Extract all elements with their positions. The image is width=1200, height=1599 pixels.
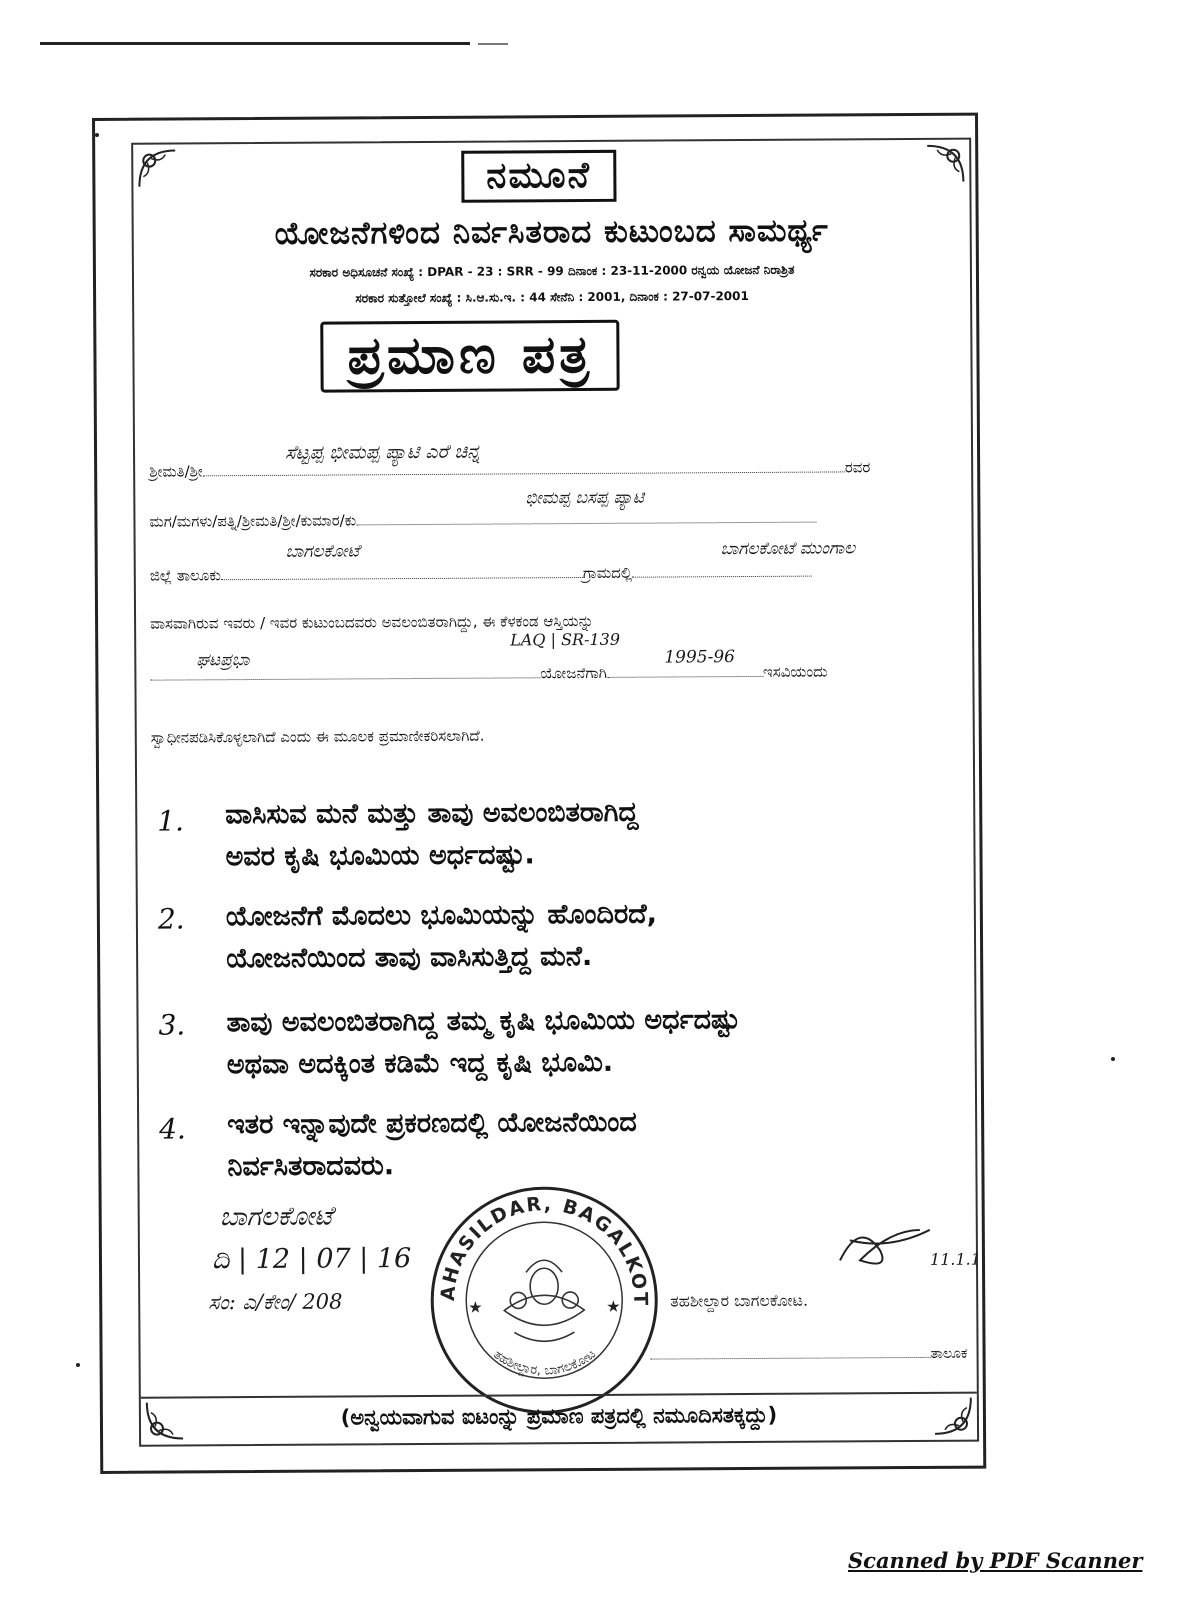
seal-graphic bbox=[426, 1182, 663, 1419]
svg-text:★: ★ bbox=[606, 1296, 621, 1316]
option-2-line-2: ಯೋಜನೆಯಿಂದ ತಾವು ವಾಸಿಸುತ್ತಿದ್ದ ಮನೆ. bbox=[226, 940, 593, 975]
field-relation-blank bbox=[356, 522, 816, 526]
option-1-line-1: ವಾಸಿಸುವ ಮನೆ ಮತ್ತು ತಾವು ಅವಲಂಬಿತರಾಗಿದ್ದ bbox=[225, 796, 639, 831]
field-line-acquired: ಸ್ವಾಧೀನಪಡಿಸಿಕೊಳ್ಳಲಾಗಿದೆ ಎಂದು ಈ ಮೂಲಕ ಪ್ರಮಾಣೀಕರಿಸಲಾಗಿದೆ. bbox=[150, 726, 485, 747]
taluk-signature-line bbox=[651, 1346, 968, 1364]
government-order-line-2: ಸರಕಾರ ಸುತ್ತೋಲೆ ಸಂಖ್ಯೆ : ಸಿ.ಆ.ಸು.ಇ. : 44 ಸೇನೆನಿ : 2001, ದಿನಾಂಕ : 27-07-2001 bbox=[355, 288, 749, 306]
field-line-residence: ವಾಸವಾಗಿರುವ ಇವರು / ಇವರ ಕುಟುಂಬದವರು ಅವಲಂಬಿತರಾಗಿದ್ದು, ಈ ಕೆಳಕಂಡ ಆಸ್ತಿಯನ್ನು bbox=[150, 611, 594, 633]
svg-text:TAHASILDAR, BAGALKOT. bbox=[426, 1182, 652, 1307]
field-village-blank bbox=[632, 576, 812, 578]
field-line-taluk bbox=[150, 562, 958, 585]
handwritten-project: ಘಟಪ್ರಭಾ bbox=[196, 650, 250, 671]
option-2 bbox=[226, 894, 658, 981]
option-2-line-1: ಯೋಜನೆಗೆ ಮೊದಲು ಭೂಮಿಯನ್ನು ಹೊಂದಿರದೆ, bbox=[225, 898, 658, 933]
handwritten-village: ಬಾಗಲಕೋಟೆ ಮುಂಗಾಲ bbox=[720, 538, 856, 560]
field-label-project: ಯೋಜನೆಗಾಗಿ bbox=[540, 663, 608, 683]
tahasildar-seal bbox=[426, 1182, 663, 1419]
option-3 bbox=[226, 999, 740, 1086]
field-year-blank bbox=[607, 676, 763, 678]
taluk-blank bbox=[651, 1357, 931, 1360]
option-4-line-2: ನಿರ್ವಸಿತರಾದವರು. bbox=[227, 1150, 395, 1183]
field-name-blank bbox=[203, 471, 845, 476]
field-line-name bbox=[149, 458, 957, 481]
scan-speck bbox=[1111, 1057, 1115, 1061]
option-1 bbox=[225, 792, 639, 879]
footer-instruction: (ಅನ್ವಯವಾಗುವ ಐಟಂನ್ನು ಪ್ರಮಾಣ ಪತ್ರದಲ್ಲಿ ನಮೂದಿಸತಕ್ಕದ್ದು) bbox=[340, 1402, 778, 1430]
option-number: 2. bbox=[157, 902, 185, 936]
option-number: 1. bbox=[157, 804, 185, 838]
field-line-relation bbox=[149, 508, 957, 531]
field-label-ravara: ರವರ bbox=[844, 458, 871, 477]
scan-edge-line bbox=[40, 42, 470, 45]
field-label-relation: ಮಗ/ಮಗಳು/ಪತ್ನಿ/ಶ್ರೀಮತಿ/ಶ್ರೀ/ಕುಮಾರ/ಕು bbox=[149, 511, 357, 531]
option-3-line-2: ಅಥವಾ ಅದಕ್ಕಿಂತ ಕಡಿಮೆ ಇದ್ದ ಕೃಷಿ ಭೂಮಿ. bbox=[226, 1046, 614, 1081]
svg-text:ತಹಶೀಲ್ದಾರ, ಬಾಗಲಕೋಟ bbox=[490, 1347, 598, 1379]
option-number: 4. bbox=[159, 1112, 186, 1146]
option-1-line-2: ಅವರ ಕೃಷಿ ಭೂಮಿಯ ಅರ್ಧದಷ್ಟು. bbox=[225, 839, 535, 873]
handwritten-case-number: LAQ | SR-139 bbox=[510, 629, 621, 650]
government-order-line-1: ಸರಕಾರ ಅಧಿಸೂಚನೆ ಸಂಖ್ಯೆ : DPAR - 23 : SRR - 99 ದಿನಾಂಕ : 23-11-2000 ರನ್ವಯ ಯೋಜನೆ ನಿರಾಶ್ರಿತ bbox=[309, 262, 795, 280]
handwritten-name: ಸೆಟ್ಟಪ್ಪ ಭೀಮಪ್ಪ ಪ್ಯಾಟಿ ಎರೆ ಚಿನ್ನ bbox=[284, 440, 481, 464]
handwritten-place: ಬಾಗಲಕೋಟೆ bbox=[219, 1201, 333, 1233]
signature-scribble bbox=[830, 1210, 960, 1281]
certificate-outer-border bbox=[92, 113, 986, 1474]
field-label-village: ಗ್ರಾಮದಲ್ಲಿ bbox=[582, 563, 633, 583]
seal-outer-text: TAHASILDAR, BAGALKOT. bbox=[436, 1192, 652, 1305]
form-heading: ಯೋಜನೆಗಳಿಂದ ನಿರ್ವಸಿತರಾದ ಕುಟುಂಬದ ಸಾಮರ್ಥ್ಯ bbox=[274, 212, 829, 252]
taluk-label: ತಾಲೂಕ bbox=[930, 1345, 968, 1362]
certificate-title: ಪ್ರಮಾಣ ಪತ್ರ bbox=[320, 320, 620, 393]
option-4 bbox=[227, 1102, 637, 1189]
signature-designation: ತಹಶೀಲ್ದಾರ ಬಾಗಲಕೋಟ. bbox=[670, 1290, 809, 1311]
seal-inner-text: ತಹಶೀಲ್ದಾರ, ಬಾಗಲಕೋಟ bbox=[490, 1346, 599, 1379]
corner-ornament-icon bbox=[923, 142, 967, 186]
field-line-project bbox=[150, 662, 958, 685]
handwritten-taluk: ಬಾಗಲಕೋಟೆ bbox=[285, 541, 360, 562]
svg-text:★: ★ bbox=[468, 1297, 483, 1317]
field-project-blank bbox=[150, 677, 540, 680]
scan-edge-line bbox=[478, 43, 508, 45]
option-4-line-1: ಇತರ ಇನ್ನಾವುದೇ ಪ್ರಕರಣದಲ್ಲಿ ಯೋಜನೆಯಿಂದ bbox=[227, 1106, 637, 1141]
corner-ornament-icon bbox=[135, 146, 179, 190]
handwritten-year: 1995-96 bbox=[664, 647, 736, 668]
option-3-line-1: ತಾವು ಅವಲಂಬಿತರಾಗಿದ್ದ ತಮ್ಮ ಕೃಷಿ ಭೂಮಿಯ ಅರ್ಧದಷ್ಟು bbox=[226, 1004, 740, 1039]
field-label-name: ಶ್ರೀಮತಿ/ಶ್ರೀ bbox=[149, 462, 203, 481]
handwritten-relation: ಭೀಮಪ್ಪ ಬಸಪ್ಪ ಪ್ಯಾಟಿ bbox=[525, 487, 644, 509]
certificate-inner-border bbox=[131, 138, 979, 1447]
option-number: 3. bbox=[158, 1008, 186, 1042]
handwritten-reference: ಸಂ: ಎ/ಕೇಂ/ 208 bbox=[208, 1289, 343, 1315]
handwritten-sign-date: 11.1.1 bbox=[929, 1249, 981, 1269]
form-label: ನಮೂನೆ bbox=[461, 150, 616, 203]
field-taluk-blank bbox=[221, 577, 583, 580]
handwritten-date: ದಿ | 12 | 07 | 16 bbox=[211, 1243, 412, 1276]
scan-speck bbox=[76, 1363, 80, 1367]
field-label-year: ಇಸವಿಯಂದು bbox=[762, 662, 828, 681]
scanner-watermark: Scanned by PDF Scanner bbox=[848, 1548, 1143, 1573]
field-label-district-taluk: ಜಿಲ್ಲೆ ತಾಲೂಕು bbox=[149, 566, 221, 585]
